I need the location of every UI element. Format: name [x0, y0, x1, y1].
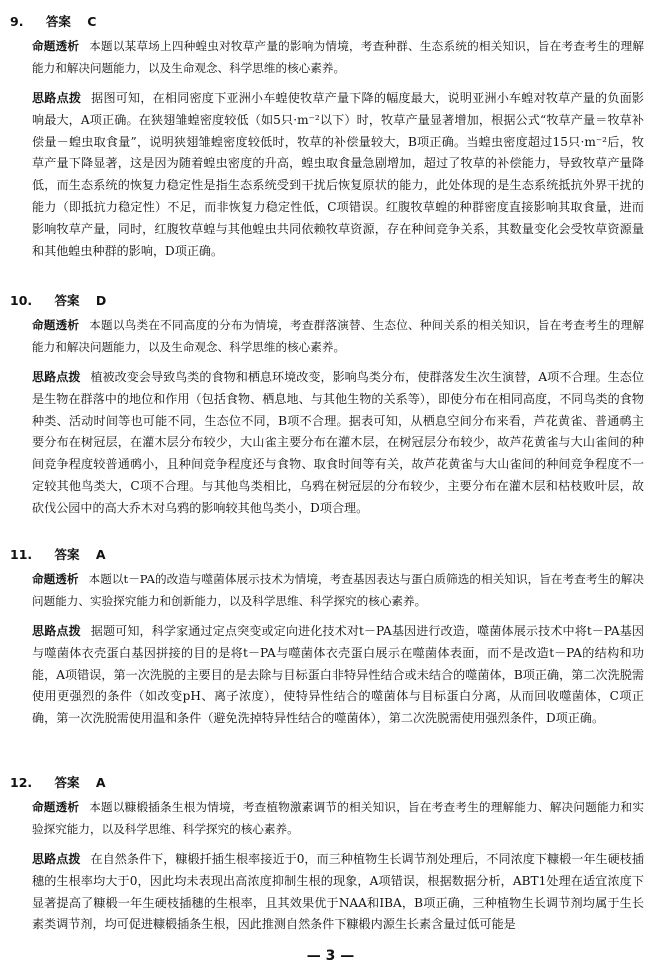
question-11-analysis-label: 命题透析: [32, 572, 79, 586]
question-9-analysis-label: 命题透析: [32, 39, 80, 53]
question-10-answer-label: 答案: [54, 293, 80, 308]
question-9-hint-label: 思路点拨: [32, 91, 82, 105]
question-11-answer: A: [95, 547, 106, 562]
question-10-analysis-text: 本题以鸟类在不同高度的分布为情境，考查群落演替、生态位、种间关系的相关知识，旨在考查考生的理解能力和解决问题能力，以及生命观念、科学思维的核心素养。: [32, 318, 644, 354]
question-11-hint-label: 思路点拨: [32, 624, 81, 638]
question-9-analysis: [32, 36, 644, 80]
question-12-analysis-label: 命题透析: [32, 800, 80, 814]
question-11-number: 11.: [10, 547, 33, 562]
question-9-number: 9.: [10, 14, 24, 29]
question-11-header: [10, 545, 106, 563]
question-12-answer-label: 答案: [54, 775, 80, 790]
question-12-analysis-text: 本题以糠椴插条生根为情境，考查植物激素调节的相关知识，旨在考查考生的理解能力、解决问题能力和实验探究能力，以及科学思维、科学探究的核心素养。: [32, 800, 644, 836]
question-10-analysis-label: 命题透析: [32, 318, 80, 332]
question-10-hint-label: 思路点拨: [32, 370, 81, 384]
question-11-hint-text: 据题可知，科学家通过定点突变或定向进化技术对t－PA基因进行改造，噬菌体展示技术中将t－PA基因与噬菌体衣壳蛋白基因拼接的目的是将t－PA与噬菌体衣壳蛋白展示在噬菌体表面，而不是改造t－PA的结构和功能，A项错误，第一次洗脱的主要目的是去除与目标蛋白非特异性结合或未结合的噬菌体，B项正确，第二次洗脱需使用更强烈的条件（如改变pH、离子浓度），使特异性结合的噬菌体与目标蛋白分离，从而回收噬菌体，C项正确，第一次洗脱需使用温和条件（避免洗掉特异性结合的噬菌体），第二次洗脱需使用强烈条件，D项正确。: [32, 624, 644, 726]
question-12-hint-label: 思路点拨: [32, 852, 81, 866]
question-10-hint-text: 植被改变会导致鸟类的食物和栖息环境改变，影响鸟类分布，使群落发生次生演替，A项不合理。生态位是生物在群落中的地位和作用（包括食物、栖息地、与其他生物的关系等），即使分布在相同高度，不同鸟类的食物种类、活动时间等也可能不同，生态位不同，B项不合理。据表可知，从栖息空间分布来看，芦花黄雀、普通䴓主要分布在树冠层，在灌木层分布较少，大山雀主要分布在灌木层，在树冠层分布较少，故芦花黄雀与大山雀间的种间竞争程度较普通䴓小，且种间竞争程度还与食物、取食时间等有关，故芦花黄雀与大山雀间的种间竞争程度不一定较其他鸟类大，C项不合理。与其他鸟类相比，乌鸦在树冠层的分布较少，主要分布在灌木层和枯枝败叶层，故砍伐公园中的高大乔木对乌鸦的影响较其他鸟类小，D项合理。: [32, 370, 644, 515]
question-9-hint: [32, 88, 644, 262]
question-11-answer-label: 答案: [54, 547, 80, 562]
page-number: — 3 —: [306, 948, 355, 964]
question-10-header: [10, 291, 106, 309]
question-10-hint: [32, 367, 644, 520]
question-11-analysis-text: 本题以t－PA的改造与噬菌体展示技术为情境，考查基因表达与蛋白质筛选的相关知识，旨在考查考生的解决问题能力、实验探究能力和创新能力，以及科学思维、科学探究的核心素养。: [32, 572, 644, 608]
question-12-analysis: [32, 797, 644, 841]
question-11-hint: [32, 621, 644, 730]
question-10-number: 10.: [10, 293, 33, 308]
question-12-hint-text: 在自然条件下，糠椴扦插生根率接近于0，而三种植物生长调节剂处理后，不同浓度下糠椴一年生硬枝插穗的生根率均大于0，因此均未表现出高浓度抑制生根的现象，A项错误，根据数据分析，ABT1处理在适宜浓度下显著提高了糠椴一年生硬枝插穗的生根率，且其效果优于NAA和IBA，B项正确，三种植物生长调节剂均属于生长素类调节剂，均可促进糠椴插条生根，因此推测自然条件下糠椴内源生长素含量过低可能是: [32, 852, 644, 932]
question-9-answer-label: 答案: [45, 14, 71, 29]
question-9-answer: C: [87, 14, 97, 29]
question-12-answer: A: [95, 775, 106, 790]
question-9-header: [10, 12, 96, 30]
question-9-hint-text: 据图可知，在相同密度下亚洲小车蝗使牧草产量下降的幅度最大，说明亚洲小车蝗对牧草产量的负面影响最大，A项正确。在狭翅雏蝗密度较低（如5只·m⁻²以下）时，牧草产量显著增加，根据公式“牧草产量＝牧草补偿量－蝗虫取食量”，说明狭翅雏蝗密度较低时，牧草的补偿量较大，B项正确。当蝗虫密度超过15只·m⁻²后，牧草产量下降显著，这是因为随着蝗虫密度的升高，蝗虫取食量急剧增加，超过了牧草的补偿能力，导致牧草产量降低，而生态系统的恢复力稳定性是指生态系统受到干扰后恢复原状的能力，此处体现的是生态系统抵抗外界干扰的能力（即抵抗力稳定性）不足，而非恢复力稳定性低，C项错误。红腹牧草蝗的种群密度直接影响其取食量，进而影响牧草产量，同时，红腹牧草蝗与其他蝗虫共同依赖牧草资源，存在种间竞争关系，其数量变化会受牧草资源量和其他蝗虫种群的影响，D项正确。: [32, 91, 644, 258]
question-12-hint: [32, 849, 644, 936]
question-9-analysis-text: 本题以某草场上四种蝗虫对牧草产量的影响为情境，考查种群、生态系统的相关知识，旨在考查考生的理解能力和解决问题能力，以及生命观念、科学思维的核心素养。: [32, 39, 644, 75]
question-11-analysis: [32, 569, 644, 613]
question-10-analysis: [32, 315, 644, 359]
question-12-header: [10, 773, 106, 791]
question-10-answer: D: [95, 293, 107, 308]
question-12-number: 12.: [10, 775, 33, 790]
